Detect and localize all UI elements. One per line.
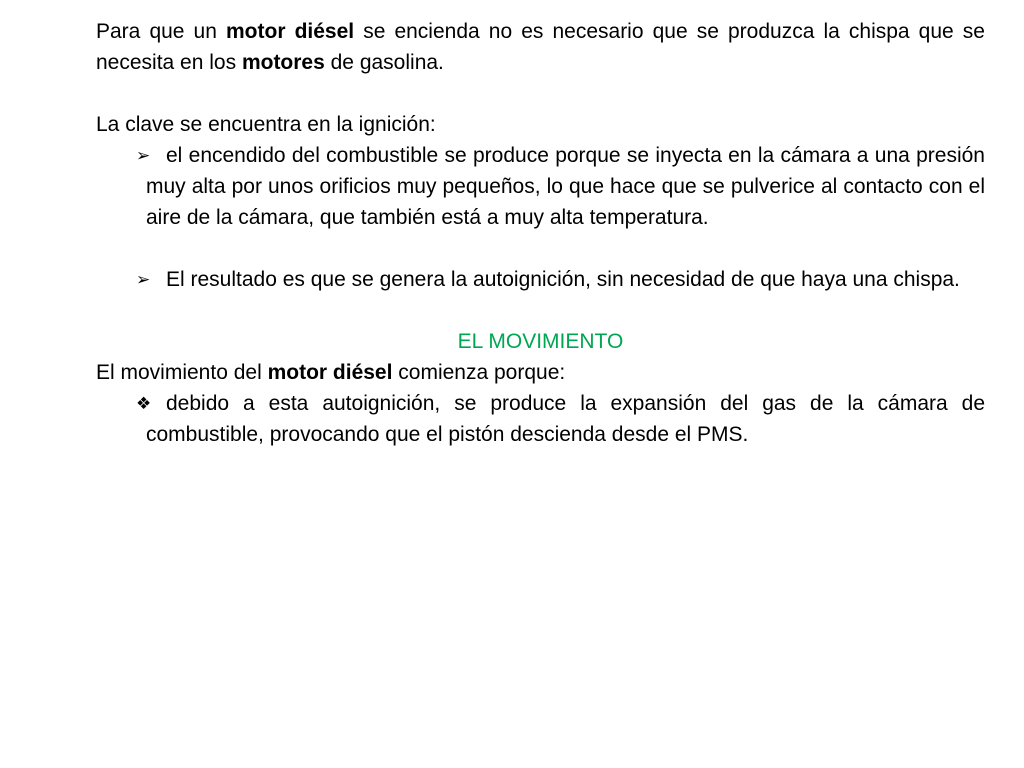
intro-bold-motor-diesel: motor diésel	[226, 20, 355, 43]
bullet-text-expansion: debido a esta autoignición, se produce la expansión del gas de la cámara de combustible, provocando que el pistón descienda desde el PMS.	[146, 392, 985, 446]
bullet-text-autoignition: El resultado es que se genera la autoignición, sin necesidad de que haya una chispa.	[166, 268, 960, 291]
text-content	[96, 16, 985, 450]
spacer	[96, 233, 985, 264]
spacer	[96, 78, 985, 109]
intro-text-3: de gasolina.	[324, 51, 444, 74]
bullet-text-injection: el encendido del combustible se produce porque se inyecta en la cámara a una presión muy alta por unos orificios muy pequeños, lo que hace que se pulverice al contacto con el aire de la cámara, que también está a muy alta temperatura.	[146, 144, 985, 229]
bullet-item-expansion	[96, 388, 985, 450]
bullet-item-injection	[96, 140, 985, 233]
section-title-movement: EL MOVIMIENTO	[457, 330, 624, 353]
movement-text-1: El movimiento del	[96, 361, 268, 384]
movement-bold-motor-diesel: motor diésel	[267, 361, 393, 384]
movement-paragraph	[96, 357, 985, 388]
arrow-bullet-icon: ➢	[136, 270, 151, 289]
ignition-paragraph: La clave se encuentra en la ignición:	[96, 113, 436, 136]
movement-text-2: comienza porque:	[392, 361, 566, 384]
intro-text-1: Para que un	[96, 20, 226, 43]
bullet-item-autoignition	[96, 264, 985, 295]
intro-paragraph	[96, 16, 985, 78]
arrow-bullet-icon: ➢	[136, 146, 151, 165]
intro-text-2: se encienda no es necesario que se produzca la chispa que se necesita en los	[96, 20, 985, 74]
intro-bold-motores: motores	[241, 51, 325, 74]
spacer	[96, 295, 985, 326]
diamond-bullet-icon: ❖	[136, 394, 152, 413]
